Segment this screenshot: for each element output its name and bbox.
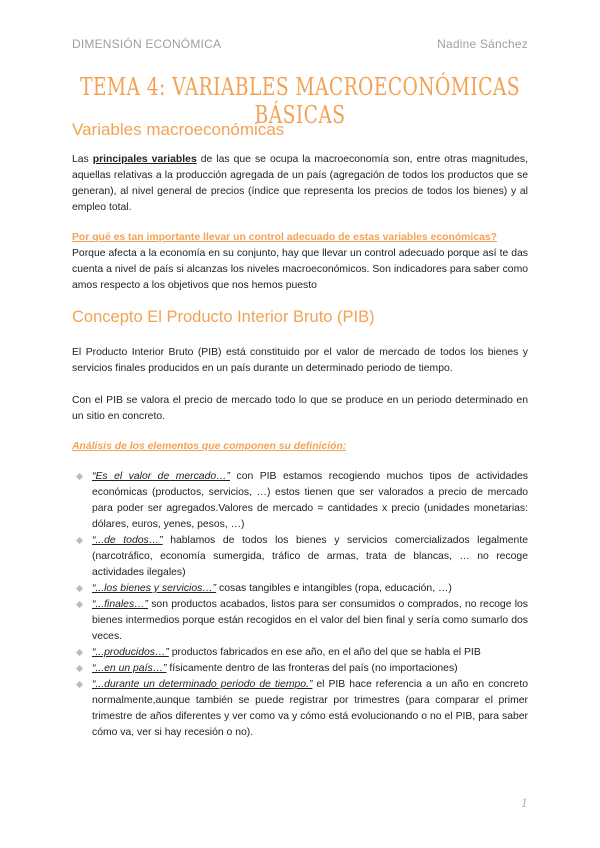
section-heading-pib: Concepto El Producto Interior Bruto (PIB) <box>72 308 375 326</box>
text-span: Las <box>72 154 93 165</box>
definition-elements-list <box>72 469 528 741</box>
page-title: TEMA 4: VARIABLES MACROECONÓMICAS BÁSICAS <box>80 73 520 129</box>
keyword-phrase: “...los bienes y servicios…” <box>92 583 217 594</box>
diamond-bullet-icon <box>76 537 83 544</box>
list-item-text: hablamos de todos los bienes y servicios comercializados legalmente (narcotráfico, economía sumergida, tráfico de armas, trata de blancas, … no recoge actividades ilegales) <box>92 535 528 578</box>
list-item <box>92 469 528 533</box>
keyword-phrase: “Es el valor de mercado…” <box>92 471 230 482</box>
keyword-phrase: “...en un país…” <box>92 663 167 674</box>
section-heading-variables: Variables macroeconómicas <box>72 120 285 139</box>
list-item <box>92 677 528 741</box>
paragraph-variables <box>72 152 528 216</box>
list-item <box>92 597 528 645</box>
diamond-bullet-icon <box>76 665 83 672</box>
list-item-text: son productos acabados, listos para ser consumidos o comprados, no recoge los bienes intermedios porque están recogidos en el valor del bien final y sería como sumarlo dos veces. <box>92 599 528 642</box>
list-item <box>92 581 528 597</box>
diamond-bullet-icon <box>76 473 83 480</box>
diamond-bullet-icon <box>76 585 83 592</box>
header-subject: DIMENSIÓN ECONÓMICA <box>72 37 222 51</box>
list-item-text: el PIB hace referencia a un año en concreto normalmente,aunque también se puede registrar por trimestres (para comparar el primer trimestre de años diferentes y ver como va y cómo está evolucionando o no el PIB, para saber cómo va, ver si hay recesión o no). <box>92 679 528 738</box>
keyword-phrase: “...durante un determinado periodo de tiempo.” <box>92 679 313 690</box>
emphasis-principales-variables: principales variables <box>92 154 197 165</box>
analysis-heading: Análisis de los elementos que componen su definición: <box>72 441 347 452</box>
header-author: Nadine Sánchez <box>437 37 528 51</box>
diamond-bullet-icon <box>76 649 83 656</box>
diamond-bullet-icon <box>76 601 83 608</box>
list-item <box>92 645 528 661</box>
diamond-bullet-icon <box>76 681 83 688</box>
keyword-phrase: “...finales…” <box>92 599 149 610</box>
paragraph-pib-definition: El Producto Interior Bruto (PIB) está constituido por el valor de mercado de todos los bienes y servicios finales producidos en un país durante un determinado periodo de tiempo. <box>72 347 528 374</box>
text-span: de las que se ocupa la macroeconomía son, entre otras magnitudes, aquellas relativas a la producción agregada de un país (agregación de todos los productos que se generan), al nivel general de precios (índice que representa los precios de todos los bienes) y al empleo total. <box>72 154 528 213</box>
list-item-text: físicamente dentro de las fronteras del país (no importaciones) <box>166 663 458 674</box>
question-heading: Por qué es tan importante llevar un control adecuado de estas variables económicas? <box>72 232 497 243</box>
page-number: 1 <box>521 797 528 810</box>
list-item-text: cosas tangibles e intangibles (ropa, educación, …) <box>216 583 452 594</box>
list-item-text: productos fabricados en ese año, en el año del que se habla el PIB <box>168 647 481 658</box>
document-body <box>72 120 528 741</box>
paragraph-pib-valuation: Con el PIB se valora el precio de mercado todo lo que se produce en un periodo determinado en un sitio en concreto. <box>72 395 528 422</box>
keyword-phrase: “...de todos…” <box>92 535 163 546</box>
keyword-phrase: “...producidos…” <box>92 647 169 658</box>
paragraph-answer: Porque afecta a la economía en su conjunto, hay que llevar un control adecuado porque así te das cuenta a nivel de país si alcanzas los niveles macroeconómicos. Son indicadores para saber como amos respecto a los objetivos que nos hemos puesto <box>72 248 528 291</box>
list-item <box>92 533 528 581</box>
list-item <box>92 661 528 677</box>
list-item-text: con PIB estamos recogiendo muchos tipos de actividades económicas (productos, servicios, …) estos tienen que ser valorados a precio de mercado para poder ser agregados.Valores de mercado = cantidades x precio (unidades monetarias: dólares, euros, yenes, pesos, …) <box>92 471 528 530</box>
